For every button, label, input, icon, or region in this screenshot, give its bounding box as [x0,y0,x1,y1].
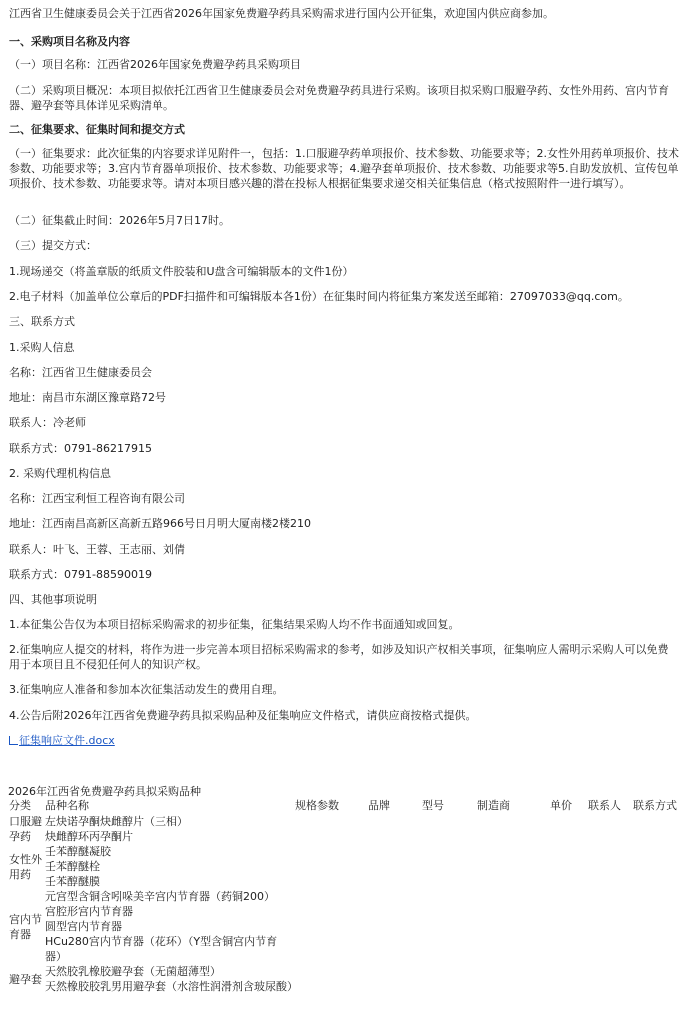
notice-item-2: 2.征集响应人提交的材料，将作为进一步完善本项目招标采购需求的参考，如涉及知识产权相关事项，征集响应人需明示采购人可以免费用于本项目且不侵犯任何人的知识产权。 [9,643,669,671]
buyer-phone: 联系方式：0791-86217915 [9,442,152,455]
section-1-heading: 一、采购项目名称及内容 [9,35,130,48]
buyer-contact: 联系人：冷老师 [9,416,86,429]
column-header: 型号 [422,799,444,812]
attachment-row [9,733,679,748]
attachment-icon [9,736,18,745]
project-overview: （二）采购项目概况：本项目拟依托江西省卫生健康委员会对免费避孕药具进行采购。该项目拟采购口服避孕药、女性外用药、宫内节育器、避孕套等具体详见采购清单。 [9,84,669,112]
column-header: 品牌 [368,799,390,812]
item-name: 圆型宫内节育器 [45,920,122,933]
collection-requirements: （一）征集要求：此次征集的内容要求详见附件一，包括：1.口服避孕药单项报价、技术参数、功能要求等；2.女性外用药单项报价、技术参数、功能要求等；3.宫内节育器单项报价、技术参数、功能要求等；4.避孕套单项报价、技术参数、功能要求等5.自助发放机、宣传包单项报价、技术参数、功能要求等。请对本项目感兴趣的潜在投标人根据征集要求递交相关征集信息（格式按照附件一进行填写）。 [9,147,679,190]
column-header: 分类 [9,799,31,812]
section-3-heading: 三、联系方式 [9,315,75,328]
agent-phone: 联系方式：0791-88590019 [9,568,152,581]
column-header: 单价 [550,799,572,812]
notice-item-1: 1.本征集公告仅为本项目招标采购需求的初步征集，征集结果采购人均不作书面通知或回复。 [9,618,460,631]
item-name: 宫腔形宫内节育器 [45,905,133,918]
item-name: HCu280宫内节育器（花环）（Y型含铜宫内节育器） [45,935,278,963]
notice-item-4: 4.公告后附2026年江西省免费避孕药具拟采购品种及征集响应文件格式，请供应商按格式提供。 [9,709,477,722]
item-name: 炔雌醇环丙孕酮片 [45,830,133,843]
table-row [8,874,684,889]
column-header: 规格参数 [295,799,339,812]
table-row [8,859,684,874]
table-row [8,904,684,919]
table-row [8,979,684,994]
intro-text: 江西省卫生健康委员会关于江西省2026年国家免费避孕药具采购需求进行国内公开征集，欢迎国内供应商参加。 [9,7,554,20]
column-header: 联系方式 [633,799,677,812]
item-name: 壬苯醇醚膜 [45,875,100,888]
item-name: 天然胶乳橡胶避孕套（无菌超薄型） [45,965,221,978]
category-cell: 女性外用药 [9,852,42,881]
notice-item-3: 3.征集响应人准备和参加本次征集活动发生的费用自理。 [9,683,284,696]
buyer-name: 名称：江西省卫生健康委员会 [9,366,152,379]
products-table [8,798,684,994]
agent-name: 名称：江西宝利恒工程咨询有限公司 [9,492,185,505]
buyer-title: 1.采购人信息 [9,341,75,354]
item-name: 壬苯醇醚凝胶 [45,845,111,858]
category-cell: 口服避孕药 [9,815,42,843]
column-header: 品种名称 [45,799,89,812]
column-header: 制造商 [477,799,510,812]
deadline: （二）征集截止时间：2026年5月7日17时。 [9,214,230,227]
attachment-link[interactable]: 征集响应文件.docx [19,734,115,747]
products-title: 2026年江西省免费避孕药具拟采购品种 [8,785,201,798]
item-name: 元宫型含铜含吲哚美辛宫内节育器（药铜200） [45,890,275,903]
category-cell: 宫内节育器 [9,912,42,941]
submission-electronic: 2.电子材料（加盖单位公章后的PDF扫描件和可编辑版本各1份）在征集时间内将征集方案发送至邮箱：27097033@qq.com。 [9,290,629,303]
category-cell: 避孕套 [9,972,42,986]
table-header-row [8,798,684,814]
item-name: 天然橡胶胶乳男用避孕套（水溶性润滑剂含玻尿酸） [45,980,298,993]
table-row [8,829,684,844]
table-row [8,844,684,859]
project-name: （一）项目名称：江西省2026年国家免费避孕药具采购项目 [9,58,301,71]
table-row [8,889,684,904]
section-4-heading: 四、其他事项说明 [9,593,97,606]
table-row [8,964,684,979]
table-row [8,814,684,829]
column-header: 联系人 [588,799,621,812]
item-name: 左炔诺孕酮炔雌醇片（三相） [45,815,188,828]
table-row [8,919,684,934]
item-name: 壬苯醇醚栓 [45,860,100,873]
submission-methods: （三）提交方式： [9,239,97,252]
buyer-address: 地址：南昌市东湖区豫章路72号 [9,391,166,404]
agent-address: 地址：江西南昌高新区高新五路966号日月明大厦南楼2楼210 [9,517,311,530]
section-2-heading: 二、征集要求、征集时间和提交方式 [9,123,185,136]
agent-title: 2. 采购代理机构信息 [9,467,111,480]
table-row [8,934,684,964]
submission-onsite: 1.现场递交（将盖章版的纸质文件胶装和U盘含可编辑版本的文件1份） [9,265,354,278]
agent-contact: 联系人：叶飞、王蓉、王志丽、刘倩 [9,543,185,556]
